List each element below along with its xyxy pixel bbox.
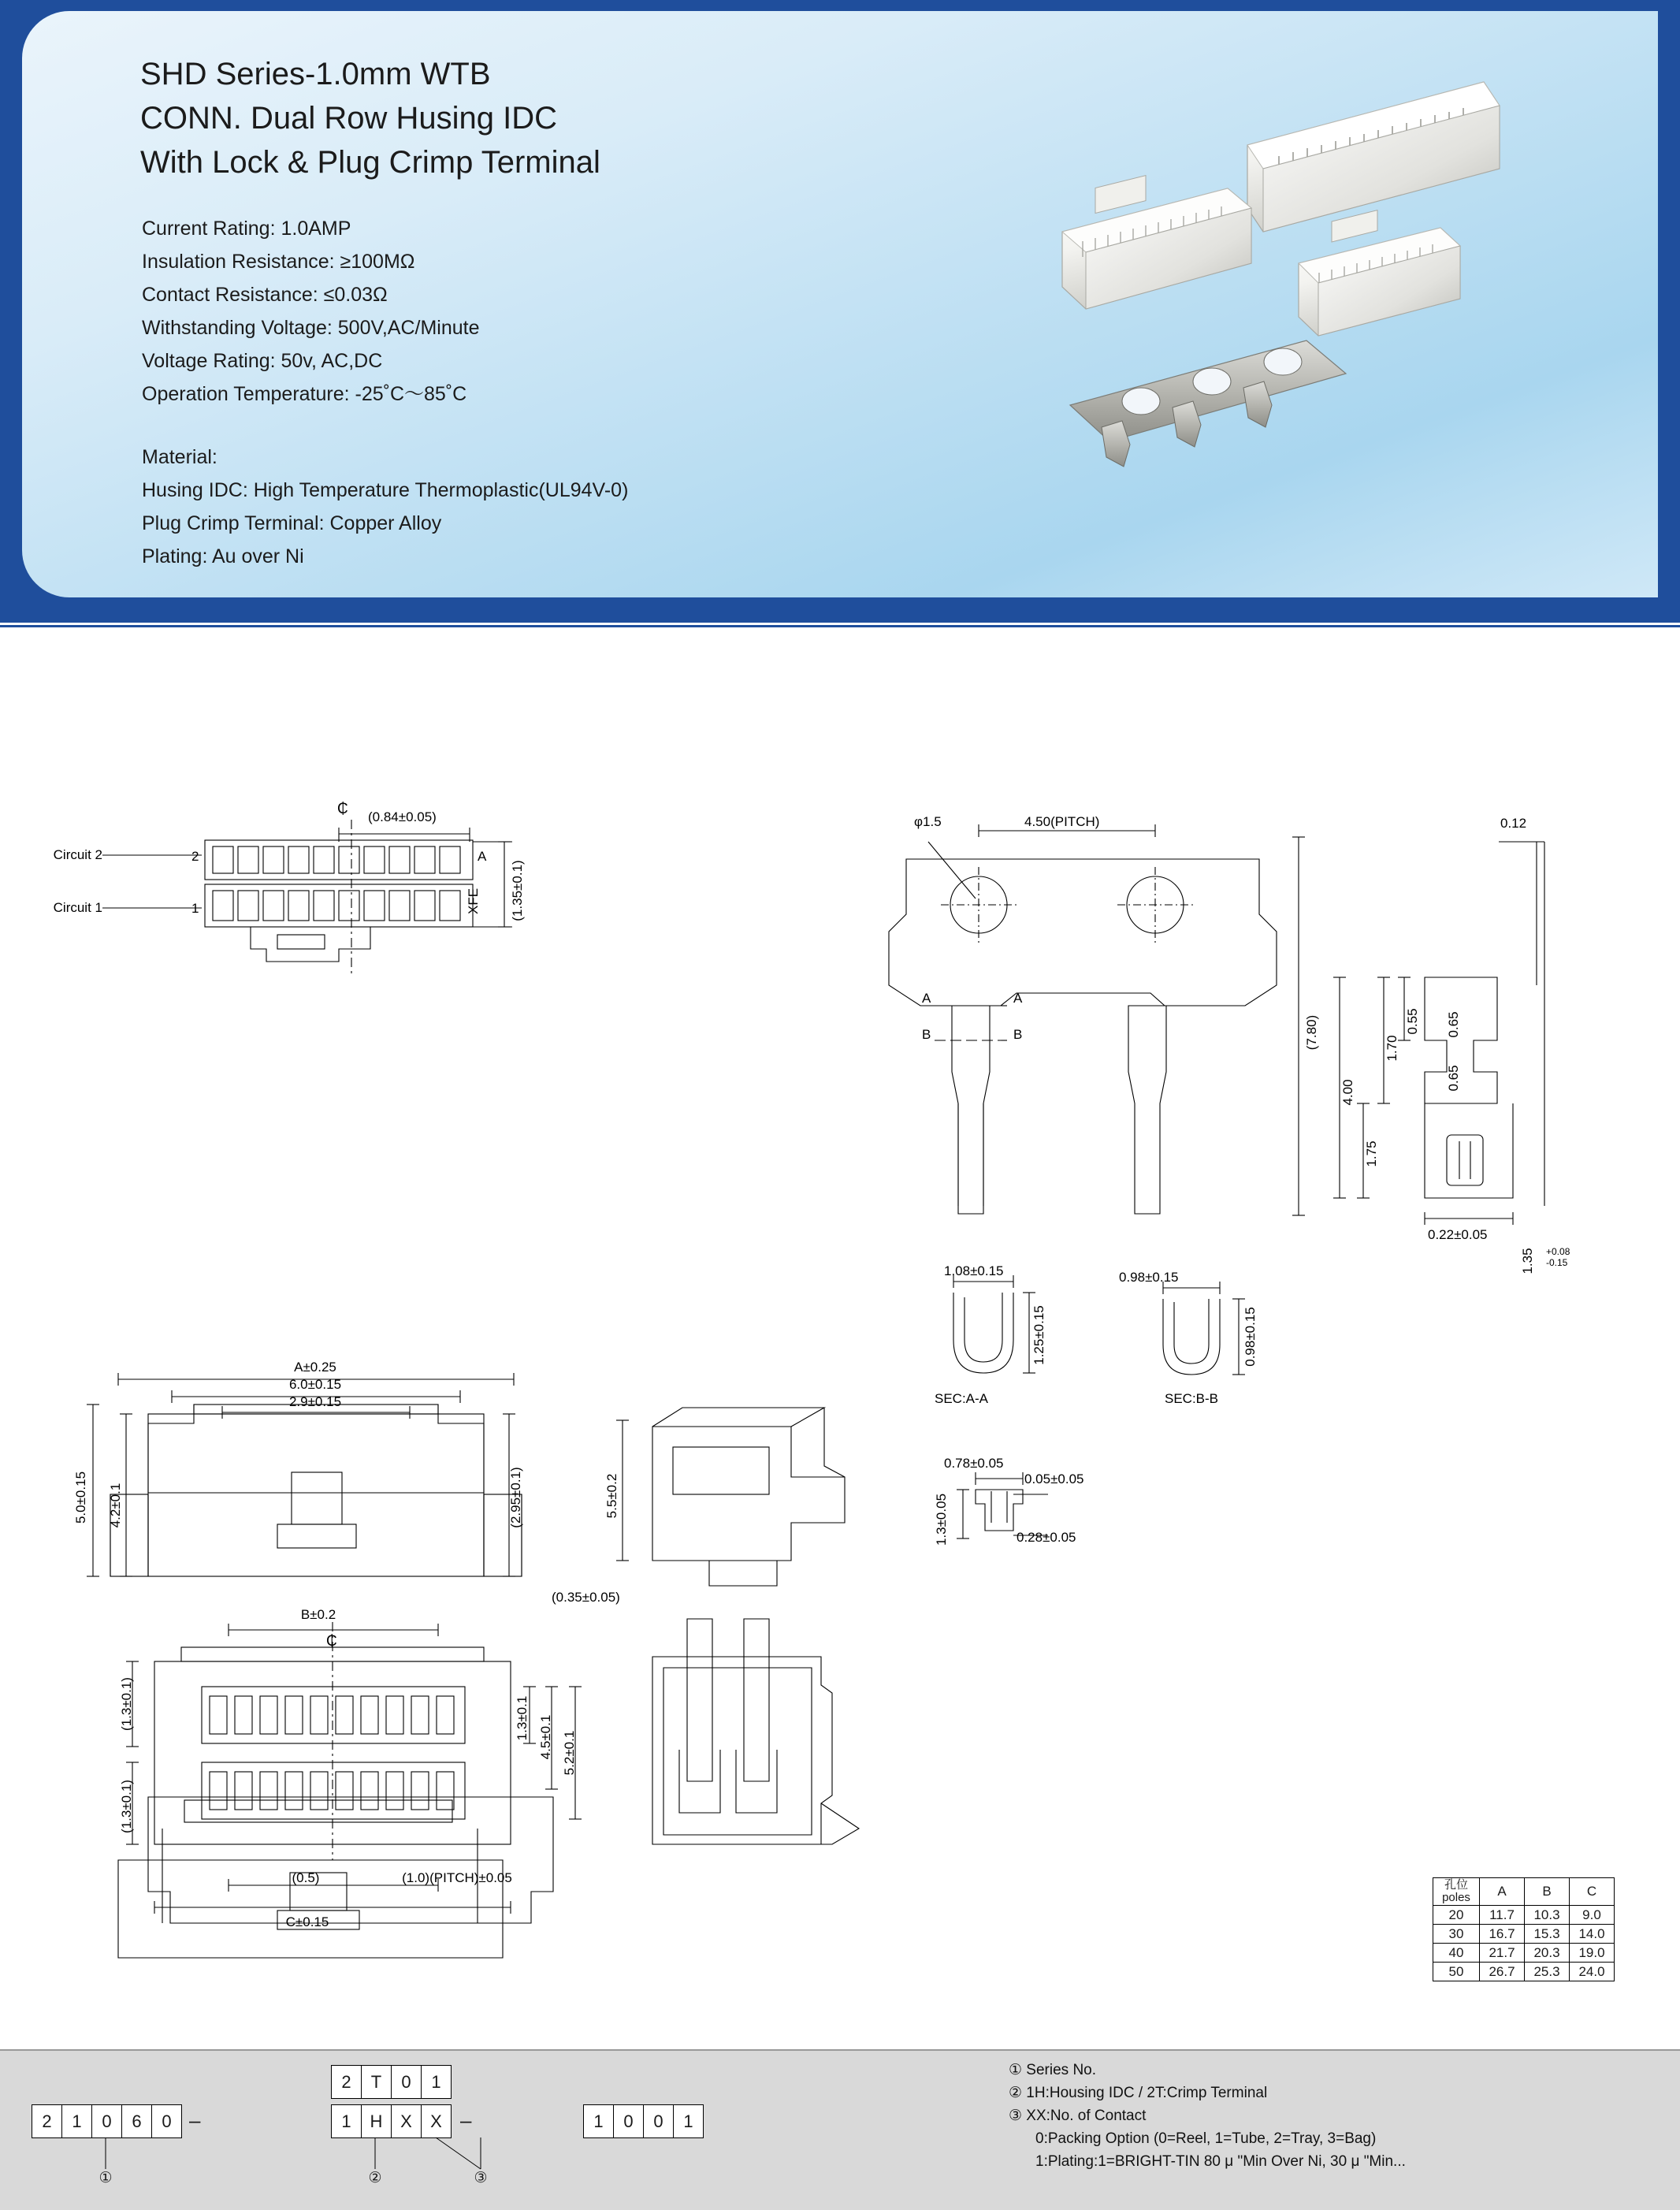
poles-cell: 20.3: [1525, 1944, 1570, 1963]
specifications-list: [142, 212, 1009, 411]
label-row-2: 2: [191, 849, 199, 864]
header-panel: [22, 11, 1658, 597]
pn-alt-box: 2: [331, 2065, 362, 2099]
dim-sec-bb-width: 0.98±0.15: [1119, 1270, 1179, 1285]
legend-line-5: 1:Plating:1=BRIGHT-TIN 80 μ "Min Over Ni, 30 μ "Min...: [1035, 2153, 1406, 2170]
dim-right-tol-minus: -0.15: [1546, 1257, 1568, 1268]
dim-right-012: 0.12: [1500, 816, 1527, 831]
poles-cell: 50: [1433, 1963, 1480, 1981]
spec-voltage-rating: Voltage Rating: 50v, AC,DC: [142, 350, 383, 372]
dim-detail-028: 0.28±0.05: [1017, 1530, 1076, 1545]
label-side-a: A: [478, 849, 487, 864]
dim-view1-right: (1.35±0.1): [510, 860, 525, 921]
spec-operation-temperature: Operation Temperature: -25˚C～85˚C: [142, 383, 467, 405]
dim-detail-005: 0.05±0.05: [1024, 1471, 1084, 1486]
pn-box-7: H: [361, 2104, 392, 2138]
spec-current-rating: Current Rating: 1.0AMP: [142, 218, 351, 240]
header-divider-thin: [0, 625, 1680, 627]
spec-withstanding-voltage: Withstanding Voltage: 500V,AC/Minute: [142, 317, 480, 339]
material-heading: Material:: [142, 446, 217, 468]
dim-right-175: 1.75: [1364, 1140, 1379, 1167]
poles-cell: 9.0: [1570, 1906, 1615, 1925]
dim-right-400: 4.00: [1340, 1079, 1355, 1106]
poles-header-en: poles: [1442, 1891, 1470, 1904]
pn-mark-3: ③: [474, 2170, 488, 2186]
label-row-1: 1: [191, 901, 199, 916]
pn-box-2: 1: [61, 2104, 92, 2138]
dim-right-055: 0.55: [1405, 1008, 1420, 1035]
pn-box-8: X: [391, 2104, 422, 2138]
poles-cell: 10.3: [1525, 1906, 1570, 1925]
title-line-2: CONN. Dual Row Husing IDC: [140, 101, 558, 136]
part-number-bar: [0, 2049, 1680, 2210]
legend-line-4: 0:Packing Option (0=Reel, 1=Tube, 2=Tray, 3=Bag): [1035, 2130, 1377, 2147]
header-band: [0, 0, 1680, 616]
drawing-front-face: [126, 1622, 582, 1914]
product-photo-group: [1046, 74, 1645, 555]
page-title: [140, 52, 1086, 184]
pn-box-1: 2: [32, 2104, 62, 2138]
drawing-plug-side: [616, 1408, 845, 1586]
pn-dash-2: –: [460, 2108, 472, 2132]
pn-box-9: X: [421, 2104, 452, 2138]
poles-header-b: B: [1525, 1878, 1570, 1906]
poles-header-a: A: [1480, 1878, 1525, 1906]
label-sec-bb: SEC:B-B: [1165, 1391, 1219, 1406]
poles-cell: 26.7: [1480, 1963, 1525, 1981]
centerline-symbol-2: ₵: [326, 1633, 337, 1650]
product-photo-svg: [1046, 74, 1645, 555]
poles-cell: 15.3: [1525, 1925, 1570, 1944]
dim-v3-b: B±0.2: [300, 1607, 336, 1622]
sec-mark-a-right: A: [1013, 991, 1023, 1006]
dim-v3-c: C±0.15: [285, 1914, 329, 1929]
dim-v3-05: (0.5): [292, 1870, 320, 1885]
dim-v3-13a: (1.3±0.1): [119, 1677, 134, 1731]
dim-v3-13b: (1.3±0.1): [119, 1780, 134, 1833]
dim-v3-pitch: (1.0)(PITCH)±0.05: [402, 1870, 512, 1885]
poles-cell: 30: [1433, 1925, 1480, 1944]
dim-v2-6: 6.0±0.15: [288, 1377, 342, 1392]
dim-sec-aa-width: 1.08±0.15: [944, 1263, 1004, 1278]
spec-insulation-resistance: Insulation Resistance: ≥100MΩ: [142, 251, 415, 273]
part-number-legend: [1009, 2059, 1671, 2173]
pn-box-10: 1: [583, 2104, 614, 2138]
technical-drawings: [0, 631, 1680, 2018]
poles-header-zh: 孔位: [1444, 1878, 1468, 1892]
pn-alt-box: T: [361, 2065, 392, 2099]
dim-detail-13: 1.3±0.05: [934, 1493, 949, 1546]
pn-box-11: 0: [613, 2104, 644, 2138]
dim-detail-078: 0.78±0.05: [944, 1456, 1004, 1471]
poles-cell: 40: [1433, 1944, 1480, 1963]
dim-terminal-overall: (7.80): [1304, 1014, 1319, 1051]
table-row: [1433, 1963, 1615, 1981]
dim-v2-42: 4.2±0.1: [108, 1483, 123, 1528]
poles-cell: 25.3: [1525, 1963, 1570, 1981]
dim-v3-52: 5.2±0.1: [562, 1730, 577, 1776]
pn-box-3: 0: [91, 2104, 122, 2138]
dim-v2-29: 2.9±0.15: [288, 1394, 342, 1409]
dim-v3-45: 4.5±0.1: [538, 1714, 553, 1760]
label-circuit-2: Circuit 2: [53, 847, 102, 862]
pn-alt-box: 1: [421, 2065, 452, 2099]
dim-pitch-top: (0.84±0.05): [368, 809, 437, 824]
poles-cell: 14.0: [1570, 1925, 1615, 1944]
label-side-xfe: XFE: [466, 887, 481, 914]
label-sec-aa: SEC:A-A: [935, 1391, 989, 1406]
title-line-3: With Lock & Plug Crimp Terminal: [140, 145, 600, 180]
poles-header-cell: [1433, 1878, 1480, 1906]
dim-sec-aa-height: 1.25±0.15: [1031, 1305, 1046, 1365]
header-divider-thick: [0, 615, 1680, 623]
drawing-view-top-row: [102, 820, 512, 977]
drawing-section-aa: [953, 1275, 1035, 1373]
legend-line-2: ② 1H:Housing IDC / 2T:Crimp Terminal: [1009, 2085, 1268, 2101]
legend-line-1: ① Series No.: [1009, 2062, 1097, 2078]
drawings-svg: [0, 631, 1680, 2018]
pn-mark-1: ①: [98, 2170, 113, 2186]
pn-box-4: 6: [121, 2104, 152, 2138]
poles-cell: 24.0: [1570, 1963, 1615, 1981]
dim-v2-55: 5.5±0.2: [604, 1473, 619, 1519]
drawing-view-side-housing: [140, 1419, 189, 1892]
table-row: [1433, 1944, 1615, 1963]
title-line-1: SHD Series-1.0mm WTB: [140, 57, 491, 91]
material-terminal: Plug Crimp Terminal: Copper Alloy: [142, 512, 442, 534]
material-list: [142, 441, 1087, 573]
dim-right-022: 0.22±0.05: [1428, 1227, 1488, 1242]
dim-right-17: 1.70: [1385, 1035, 1399, 1062]
poles-cell: 21.7: [1480, 1944, 1525, 1963]
pn-box-6: 1: [331, 2104, 362, 2138]
pn-alt-box: 0: [391, 2065, 422, 2099]
dim-right-065b: 0.65: [1446, 1065, 1461, 1092]
dim-sec-bb-height: 0.98±0.15: [1243, 1307, 1258, 1367]
pn-dash-1: –: [189, 2108, 201, 2132]
table-row: [1433, 1925, 1615, 1944]
dim-terminal-dia: φ1.5: [914, 814, 942, 829]
poles-dimension-table: [1433, 1877, 1615, 1981]
pn-mark-2: ②: [368, 2170, 382, 2186]
drawing-section-bb: [1163, 1282, 1245, 1375]
material-husing: Husing IDC: High Temperature Thermoplastic(UL94V-0): [142, 479, 629, 501]
dim-v2-295: (2.95±0.1): [508, 1467, 523, 1528]
dim-terminal-pitch: 4.50(PITCH): [1024, 814, 1100, 829]
dim-v2-5: 5.0±0.15: [73, 1471, 88, 1524]
label-circuit-1: Circuit 1: [53, 900, 102, 915]
poles-cell: 19.0: [1570, 1944, 1615, 1963]
dim-v3-13d: 1.3±0.1: [515, 1695, 530, 1741]
table-row: [1433, 1906, 1615, 1925]
pn-box-12: 0: [643, 2104, 674, 2138]
sec-mark-b-left: B: [922, 1027, 931, 1042]
drawing-terminal-carrier: [889, 824, 1305, 1215]
drawing-plug-section: [652, 1619, 859, 1844]
poles-cell: 16.7: [1480, 1925, 1525, 1944]
sec-mark-b-right: B: [1013, 1027, 1023, 1042]
poles-table-header-row: [1433, 1878, 1615, 1906]
dim-right-065a: 0.65: [1446, 1011, 1461, 1038]
spec-contact-resistance: Contact Resistance: ≤0.03Ω: [142, 284, 388, 306]
sec-mark-a-left: A: [922, 991, 931, 1006]
pn-box-5: 0: [151, 2104, 182, 2138]
dim-v2-a: A±0.25: [294, 1360, 336, 1375]
poles-header-c: C: [1570, 1878, 1615, 1906]
dim-right-135: 1.35: [1520, 1248, 1535, 1274]
dim-right-tol-plus: +0.08: [1546, 1246, 1570, 1257]
dim-v2-035: (0.35±0.05): [552, 1590, 620, 1605]
legend-line-3: ③ XX:No. of Contact: [1009, 2108, 1147, 2124]
pn-box-13: 1: [673, 2104, 704, 2138]
poles-cell: 20: [1433, 1906, 1480, 1925]
poles-cell: 11.7: [1480, 1906, 1525, 1925]
centerline-symbol-1: ₵: [337, 801, 348, 817]
material-plating: Plating: Au over Ni: [142, 545, 304, 567]
